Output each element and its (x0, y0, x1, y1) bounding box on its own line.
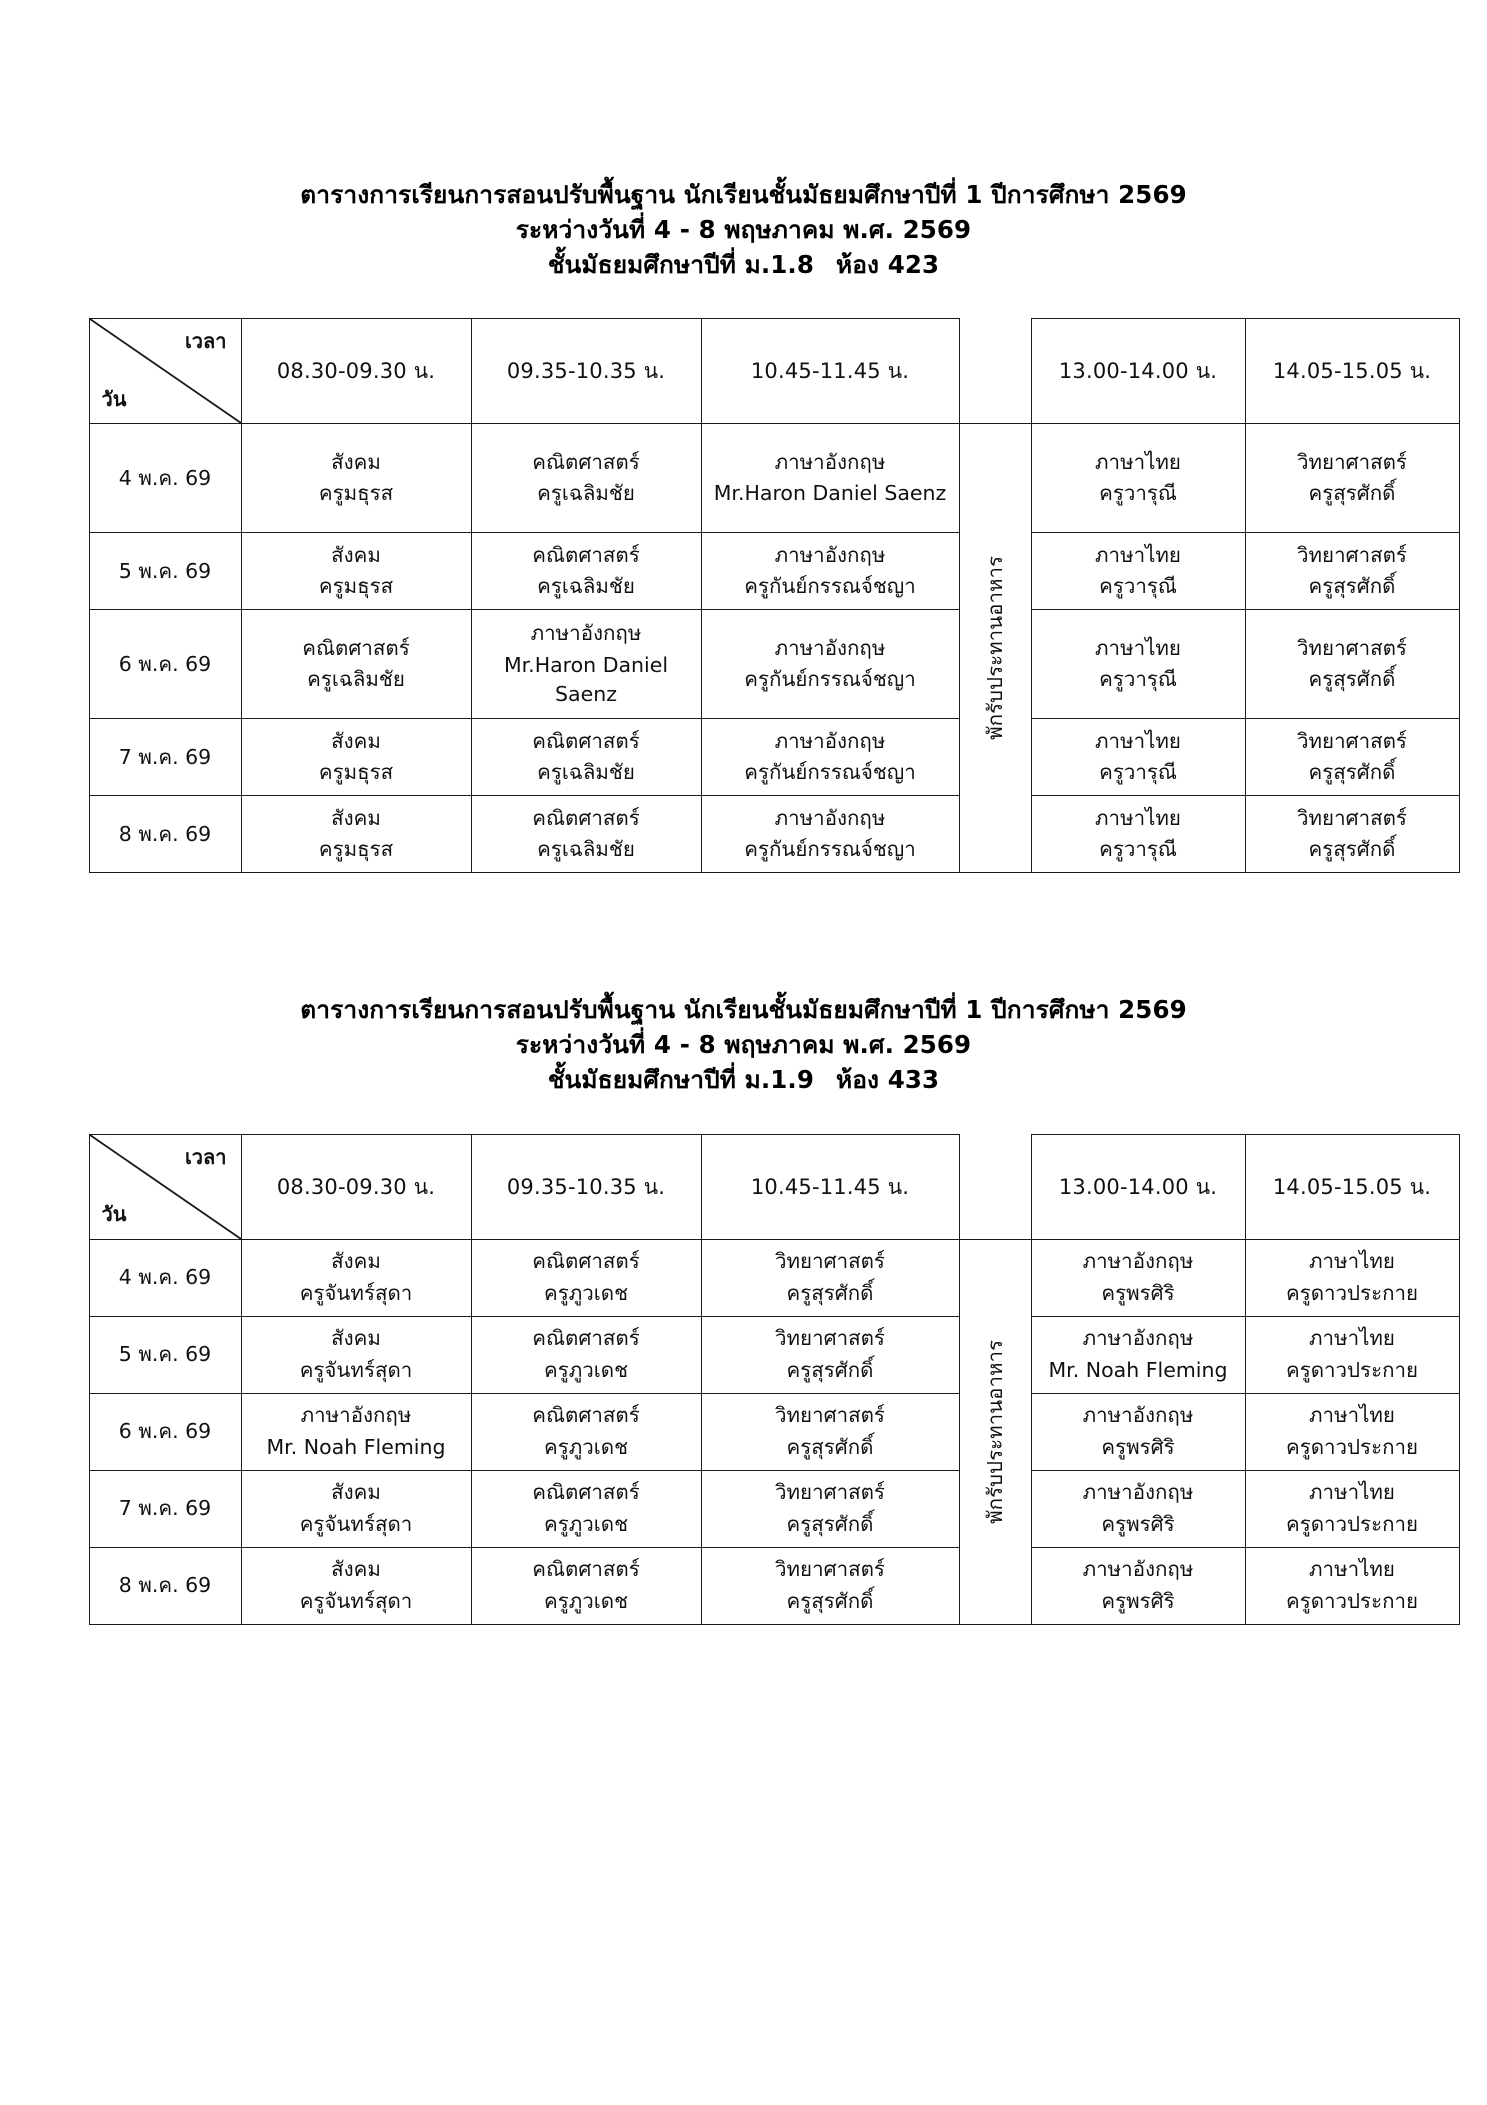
teacher-name: ครูภูวเดช (544, 1511, 628, 1536)
schedule-cell (701, 1393, 959, 1470)
teacher-name: ครูมธุรส (318, 837, 394, 862)
schedule-cell (1031, 719, 1245, 796)
teacher-name: ครูมธุรส (318, 481, 394, 506)
timetable-m18 (89, 318, 1460, 873)
timetable-section-m19 (0, 873, 1487, 1624)
subject-name: วิทยาศาสตร์ (1297, 542, 1407, 567)
subject-name: ภาษาอังกฤษ (1082, 1557, 1194, 1582)
heading-block-m19 (0, 993, 1487, 1097)
teacher-name: ครูภูวเดช (544, 1357, 628, 1382)
teacher-name: ครูสุรศักดิ์ (786, 1357, 874, 1382)
schedule-cell (1245, 1470, 1459, 1547)
subject-name: วิทยาศาสตร์ (775, 1557, 885, 1582)
room-label: ห้อง 433 (835, 1064, 940, 1094)
table-row (89, 610, 1459, 719)
teacher-name: ครูเฉลิมชัย (537, 837, 635, 862)
teacher-name: ครูวารุณี (1099, 667, 1177, 692)
day-cell: 8 พ.ค. 69 (89, 1547, 241, 1624)
subject-name: ภาษาไทย (1309, 1403, 1395, 1428)
teacher-name: ครูสุรศักดิ์ (1308, 574, 1396, 599)
schedule-cell (701, 533, 959, 610)
subject-name: วิทยาศาสตร์ (1297, 805, 1407, 830)
schedule-cell (241, 796, 471, 873)
lunch-break-cell (959, 1239, 1031, 1624)
teacher-name: Mr. Noah Fleming (1048, 1357, 1228, 1382)
teacher-name: ครูสุรศักดิ์ (786, 1434, 874, 1459)
teacher-name: ครูกันย์กรรณจ์ชญา (744, 837, 916, 862)
schedule-cell (241, 533, 471, 610)
teacher-name: ครูมธุรส (318, 760, 394, 785)
subject-name: ภาษาไทย (1095, 635, 1181, 660)
schedule-cell (701, 1316, 959, 1393)
timetable-wrapper-m19 (89, 1098, 1432, 1625)
schedule-cell (471, 424, 701, 533)
subject-name: ภาษาอังกฤษ (774, 805, 886, 830)
subject-name: ภาษาไทย (1309, 1249, 1395, 1274)
subject-name: สังคม (331, 1557, 381, 1582)
day-cell: 5 พ.ค. 69 (89, 1316, 241, 1393)
subject-name: สังคม (331, 1249, 381, 1274)
subject-name: คณิตศาสตร์ (532, 1249, 640, 1274)
lunch-break-inner (960, 1240, 1031, 1624)
teacher-name: ครูสุรศักดิ์ (786, 1511, 874, 1536)
time-slot-header-3: 10.45-11.45 น. (701, 319, 959, 424)
schedule-cell (241, 1547, 471, 1624)
teacher-name: ครูวารุณี (1099, 481, 1177, 506)
subject-name: วิทยาศาสตร์ (1297, 449, 1407, 474)
schedule-cell (701, 1547, 959, 1624)
schedule-cell (1031, 1547, 1245, 1624)
table-row (89, 424, 1459, 533)
table-row (89, 1393, 1459, 1470)
teacher-name: ครูมธุรส (318, 574, 394, 599)
subject-name: คณิตศาสตร์ (532, 1326, 640, 1351)
subject-name: ภาษาอังกฤษ (774, 728, 886, 753)
subject-name: คณิตศาสตร์ (532, 728, 640, 753)
class-label: ชั้นมัธยมศึกษาปีที่ ม.1.8 (547, 249, 814, 279)
subject-name: สังคม (331, 1326, 381, 1351)
subject-name: ภาษาอังกฤษ (774, 542, 886, 567)
time-slot-header-1: 08.30-09.30 น. (241, 319, 471, 424)
subject-name: ภาษาอังกฤษ (530, 621, 642, 646)
teacher-name: ครูเฉลิมชัย (307, 667, 405, 692)
schedule-cell (471, 1393, 701, 1470)
schedule-cell (701, 1470, 959, 1547)
schedule-cell (1031, 1239, 1245, 1316)
teacher-name: ครูสุรศักดิ์ (1308, 667, 1396, 692)
time-slot-header-4: 13.00-14.00 น. (1031, 1134, 1245, 1239)
schedule-cell (241, 424, 471, 533)
subject-name: สังคม (331, 728, 381, 753)
teacher-name: ครูจันทร์สุดา (299, 1357, 413, 1382)
subject-name: วิทยาศาสตร์ (1297, 635, 1407, 660)
schedule-cell (1031, 424, 1245, 533)
teacher-name: ครูวารุณี (1099, 837, 1177, 862)
day-cell: 6 พ.ค. 69 (89, 1393, 241, 1470)
schedule-cell (701, 796, 959, 873)
teacher-name: ครูพรศิริ (1101, 1511, 1175, 1536)
teacher-name: ครูภูวเดช (544, 1434, 628, 1459)
schedule-cell (701, 1239, 959, 1316)
corner-day-label: วัน (101, 386, 127, 411)
teacher-name: ครูวารุณี (1099, 760, 1177, 785)
class-label: ชั้นมัธยมศึกษาปีที่ ม.1.9 (547, 1064, 814, 1094)
subject-name: ภาษาอังกฤษ (1082, 1249, 1194, 1274)
schedule-cell (1245, 1316, 1459, 1393)
schedule-cell (471, 1239, 701, 1316)
heading-line-daterange: ระหว่างวันที่ 4 - 8 พฤษภาคม พ.ศ. 2569 (515, 1030, 972, 1060)
schedule-cell (1245, 796, 1459, 873)
teacher-name: Mr.Haron Daniel Saenz (503, 652, 669, 707)
corner-time-label: เวลา (184, 1144, 227, 1169)
schedule-cell (471, 533, 701, 610)
subject-name: วิทยาศาสตร์ (775, 1480, 885, 1505)
time-slot-header-2: 09.35-10.35 น. (471, 1134, 701, 1239)
teacher-name: Mr.Haron Daniel Saenz (713, 481, 947, 506)
day-cell: 7 พ.ค. 69 (89, 719, 241, 796)
heading-line-title: ตารางการเรียนการสอนปรับพื้นฐาน นักเรียนชั้นมัธยมศึกษาปีที่ 1 ปีการศึกษา 2569 (300, 995, 1187, 1025)
schedule-cell (471, 1316, 701, 1393)
subject-name: วิทยาศาสตร์ (775, 1403, 885, 1428)
schedule-cell (471, 1470, 701, 1547)
subject-name: ภาษาอังกฤษ (1082, 1326, 1194, 1351)
subject-name: สังคม (331, 542, 381, 567)
subject-name: ภาษาไทย (1309, 1326, 1395, 1351)
subject-name: ภาษาไทย (1095, 542, 1181, 567)
schedule-cell (471, 719, 701, 796)
teacher-name: ครูเฉลิมชัย (537, 574, 635, 599)
subject-name: คณิตศาสตร์ (302, 635, 410, 660)
teacher-name: ครูเฉลิมชัย (537, 481, 635, 506)
subject-name: คณิตศาสตร์ (532, 1480, 640, 1505)
heading-block-m18 (0, 178, 1487, 282)
lunch-break-label: พักรับประทานอาหาร (982, 1339, 1007, 1524)
teacher-name: ครูสุรศักดิ์ (786, 1588, 874, 1613)
schedule-cell (471, 796, 701, 873)
teacher-name: ครูสุรศักดิ์ (1308, 481, 1396, 506)
schedule-cell (1031, 610, 1245, 719)
subject-name: สังคม (331, 449, 381, 474)
teacher-name: ครูกันย์กรรณจ์ชญา (744, 574, 916, 599)
timetable-header-m19 (89, 1134, 1459, 1239)
time-slot-header-2: 09.35-10.35 น. (471, 319, 701, 424)
subject-name: ภาษาไทย (1309, 1557, 1395, 1582)
schedule-cell (1031, 1393, 1245, 1470)
schedule-cell (1245, 1547, 1459, 1624)
teacher-name: ครูดาวประกาย (1285, 1434, 1419, 1459)
subject-name: วิทยาศาสตร์ (1297, 728, 1407, 753)
schedule-cell (701, 719, 959, 796)
room-label: ห้อง 423 (835, 249, 940, 279)
day-cell: 4 พ.ค. 69 (89, 424, 241, 533)
teacher-name: ครูเฉลิมชัย (537, 760, 635, 785)
table-row (89, 1316, 1459, 1393)
corner-day-time-cell (89, 319, 241, 424)
subject-name: สังคม (331, 805, 381, 830)
heading-line-class (0, 1063, 1487, 1098)
timetable-m19 (89, 1134, 1460, 1625)
schedule-cell (1245, 1393, 1459, 1470)
lunch-break-inner (960, 424, 1031, 872)
teacher-name: ครูสุรศักดิ์ (786, 1280, 874, 1305)
day-cell: 8 พ.ค. 69 (89, 796, 241, 873)
schedule-cell (241, 1470, 471, 1547)
teacher-name: ครูวารุณี (1099, 574, 1177, 599)
teacher-name: ครูสุรศักดิ์ (1308, 837, 1396, 862)
heading-line-title: ตารางการเรียนการสอนปรับพื้นฐาน นักเรียนชั้นมัธยมศึกษาปีที่ 1 ปีการศึกษา 2569 (300, 180, 1187, 209)
subject-name: ภาษาไทย (1095, 805, 1181, 830)
table-row (89, 719, 1459, 796)
subject-name: ภาษาไทย (1095, 728, 1181, 753)
lunch-break-cell (959, 424, 1031, 873)
day-cell: 7 พ.ค. 69 (89, 1470, 241, 1547)
subject-name: ภาษาอังกฤษ (774, 449, 886, 474)
teacher-name: ครูจันทร์สุดา (299, 1511, 413, 1536)
teacher-name: ครูดาวประกาย (1285, 1357, 1419, 1382)
teacher-name: ครูดาวประกาย (1285, 1588, 1419, 1613)
subject-name: วิทยาศาสตร์ (775, 1326, 885, 1351)
subject-name: คณิตศาสตร์ (532, 449, 640, 474)
time-slot-header-5: 14.05-15.05 น. (1245, 1134, 1459, 1239)
schedule-cell (1031, 796, 1245, 873)
subject-name: คณิตศาสตร์ (532, 1557, 640, 1582)
table-row (89, 1239, 1459, 1316)
timetable-section-m18 (0, 0, 1487, 873)
schedule-cell (1245, 719, 1459, 796)
break-header-spacer (959, 1134, 1031, 1239)
table-row (89, 1547, 1459, 1624)
teacher-name: ครูพรศิริ (1101, 1280, 1175, 1305)
subject-name: ภาษาอังกฤษ (1082, 1480, 1194, 1505)
subject-name: วิทยาศาสตร์ (775, 1249, 885, 1274)
teacher-name: ครูพรศิริ (1101, 1434, 1175, 1459)
schedule-cell (701, 610, 959, 719)
heading-line-class (0, 248, 1487, 283)
schedule-cell (241, 1239, 471, 1316)
teacher-name: ครูจันทร์สุดา (299, 1280, 413, 1305)
subject-name: ภาษาไทย (1309, 1480, 1395, 1505)
teacher-name: ครูสุรศักดิ์ (1308, 760, 1396, 785)
schedule-cell (471, 1547, 701, 1624)
teacher-name: ครูภูวเดช (544, 1588, 628, 1613)
time-slot-header-1: 08.30-09.30 น. (241, 1134, 471, 1239)
subject-name: คณิตศาสตร์ (532, 805, 640, 830)
table-row (89, 796, 1459, 873)
schedule-cell (701, 424, 959, 533)
schedule-cell (471, 610, 701, 719)
teacher-name: ครูดาวประกาย (1285, 1511, 1419, 1536)
teacher-name: ครูดาวประกาย (1285, 1280, 1419, 1305)
timetable-body-m18 (89, 424, 1459, 873)
subject-name: ภาษาอังกฤษ (300, 1403, 412, 1428)
schedule-cell (1031, 1470, 1245, 1547)
schedule-cell (1031, 533, 1245, 610)
teacher-name: ครูจันทร์สุดา (299, 1588, 413, 1613)
subject-name: ภาษาอังกฤษ (1082, 1403, 1194, 1428)
schedule-cell (1245, 1239, 1459, 1316)
timetable-header-m18 (89, 319, 1459, 424)
lunch-break-label: พักรับประทานอาหาร (982, 556, 1007, 741)
timetable-wrapper-m18 (89, 282, 1432, 873)
schedule-cell (241, 719, 471, 796)
teacher-name: ครูกันย์กรรณจ์ชญา (744, 760, 916, 785)
subject-name: ภาษาไทย (1095, 449, 1181, 474)
schedule-cell (241, 1316, 471, 1393)
day-cell: 5 พ.ค. 69 (89, 533, 241, 610)
table-row (89, 1470, 1459, 1547)
subject-name: คณิตศาสตร์ (532, 542, 640, 567)
teacher-name: ครูภูวเดช (544, 1280, 628, 1305)
schedule-cell (1245, 533, 1459, 610)
time-slot-header-4: 13.00-14.00 น. (1031, 319, 1245, 424)
subject-name: คณิตศาสตร์ (532, 1403, 640, 1428)
schedule-cell (1245, 424, 1459, 533)
schedule-cell (1031, 1316, 1245, 1393)
corner-day-time-cell (89, 1134, 241, 1239)
schedule-cell (241, 610, 471, 719)
day-cell: 6 พ.ค. 69 (89, 610, 241, 719)
day-cell: 4 พ.ค. 69 (89, 1239, 241, 1316)
subject-name: ภาษาอังกฤษ (774, 635, 886, 660)
schedule-cell (1245, 610, 1459, 719)
timetable-body-m19 (89, 1239, 1459, 1624)
teacher-name: ครูกันย์กรรณจ์ชญา (744, 667, 916, 692)
table-row (89, 533, 1459, 610)
schedule-cell (241, 1393, 471, 1470)
time-slot-header-5: 14.05-15.05 น. (1245, 319, 1459, 424)
break-header-spacer (959, 319, 1031, 424)
teacher-name: ครูพรศิริ (1101, 1588, 1175, 1613)
time-slot-header-3: 10.45-11.45 น. (701, 1134, 959, 1239)
teacher-name: Mr. Noah Fleming (266, 1434, 446, 1459)
heading-line-daterange: ระหว่างวันที่ 4 - 8 พฤษภาคม พ.ศ. 2569 (515, 214, 972, 244)
corner-time-label: เวลา (184, 329, 227, 354)
subject-name: สังคม (331, 1480, 381, 1505)
corner-day-label: วัน (101, 1201, 127, 1226)
